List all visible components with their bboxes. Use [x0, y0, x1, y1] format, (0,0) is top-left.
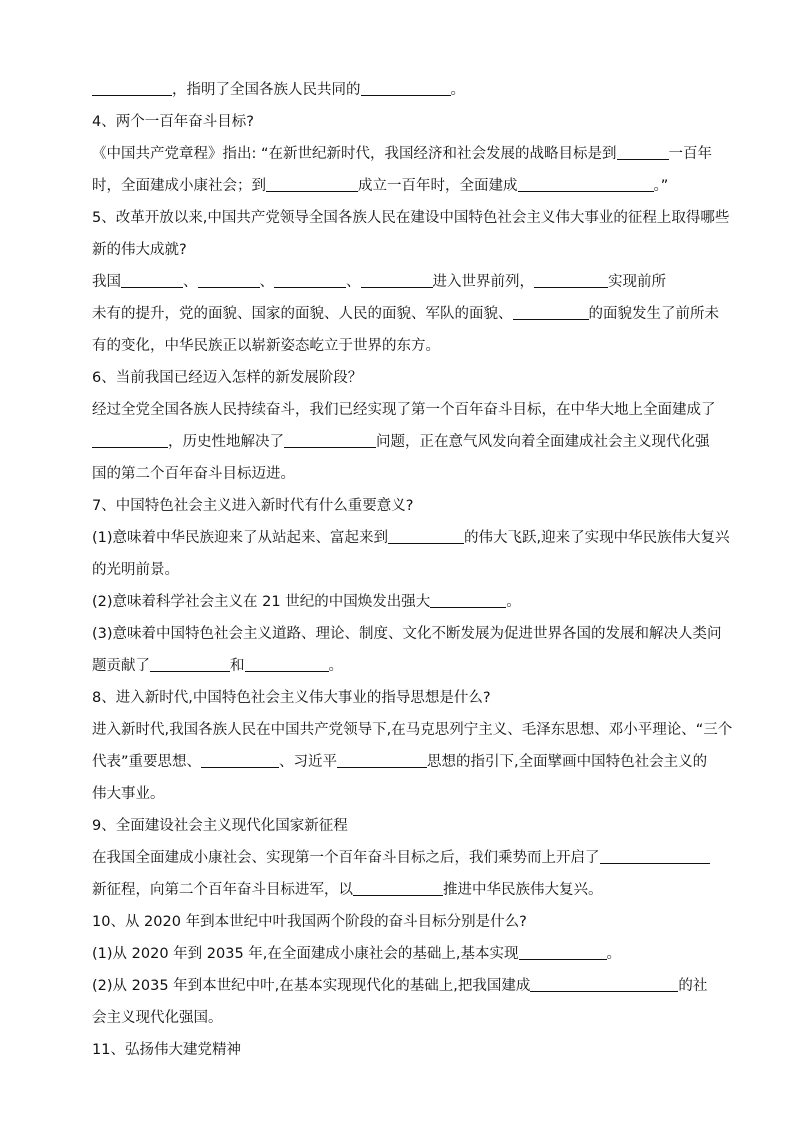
text-line — [92, 618, 722, 650]
text-segment: 。 — [328, 658, 343, 674]
text-line — [92, 138, 713, 170]
text-segment: 成立一百年时，全面建成 — [358, 178, 518, 194]
text-segment: 未有的提升，党的面貌、国家的面貌、人民的面貌、军队的面貌、 — [92, 306, 513, 322]
text-segment: 4、两个一百年奋斗目标? — [92, 114, 254, 130]
text-line — [92, 746, 708, 778]
text-line — [92, 330, 704, 362]
text-line — [92, 1002, 704, 1034]
text-segment: 会主义现代化强国。 — [92, 1010, 223, 1026]
fill-in-blank[interactable] — [388, 527, 464, 544]
text-segment: 、习近平 — [279, 754, 338, 770]
document-body — [92, 74, 733, 1066]
text-line — [92, 458, 704, 490]
text-segment: 。 — [450, 82, 465, 98]
text-segment: 代表”重要思想、 — [92, 754, 202, 770]
text-segment: 和 — [230, 658, 245, 674]
text-segment: 7、中国特色社会主义进入新时代有什么重要意义? — [92, 498, 414, 514]
fill-in-blank[interactable] — [430, 591, 506, 608]
text-line — [92, 650, 704, 682]
text-line — [92, 170, 704, 202]
question-heading — [92, 362, 704, 394]
text-line — [92, 522, 730, 554]
text-segment: 。” — [653, 178, 669, 194]
text-segment: 伟大事业。 — [92, 786, 165, 802]
text-segment: (2)意味着科学社会主义在 21 世纪的中国焕发出强大 — [92, 594, 431, 610]
text-line — [92, 554, 704, 586]
text-line — [92, 842, 704, 874]
text-segment: 在我国全面建成小康社会、实现第一个百年奋斗目标之后，我们乘势而上开启了 — [92, 850, 600, 866]
text-segment: 一百年 — [668, 146, 713, 162]
text-segment: 《中国共产党章程》指出: “在新世纪新时代，我国经济和社会发展的战略目标是到 — [92, 146, 617, 162]
question-heading — [92, 234, 704, 266]
text-segment: 11、弘扬伟大建党精神 — [92, 1042, 241, 1058]
text-segment: 国的第二个百年奋斗目标迈进。 — [92, 466, 295, 482]
fill-in-blank[interactable] — [600, 847, 710, 864]
fill-in-blank[interactable] — [361, 79, 451, 96]
fill-in-blank[interactable] — [361, 271, 433, 288]
text-line — [92, 874, 704, 906]
text-segment: 思想的指引下,全面擘画中国特色社会主义的 — [427, 754, 708, 770]
text-segment: 新的伟大成就? — [92, 242, 187, 258]
question-heading — [92, 106, 704, 138]
fill-in-blank[interactable] — [617, 143, 669, 160]
text-segment: ，历史性地解决了 — [168, 434, 284, 450]
text-segment: 10、从 2020 年到本世纪中叶我国两个阶段的奋斗目标分别是什么? — [92, 914, 527, 930]
text-line — [92, 266, 704, 298]
text-segment: 的社 — [678, 978, 708, 994]
text-segment: 有的变化，中华民族正以崭新姿态屹立于世界的东方。 — [92, 338, 440, 354]
text-line — [92, 426, 710, 458]
text-segment: 。 — [606, 946, 621, 962]
text-segment: 题贡献了 — [92, 658, 150, 674]
question-heading — [92, 810, 704, 842]
text-line — [92, 970, 708, 1002]
fill-in-blank[interactable] — [284, 431, 376, 448]
question-heading — [92, 202, 730, 234]
fill-in-blank[interactable] — [201, 751, 279, 768]
text-segment: 5、改革开放以来,中国共产党领导全国各族人民在建设中国特色社会主义伟大事业的征程上取得哪些 — [92, 210, 730, 226]
fill-in-blank[interactable] — [530, 975, 678, 992]
text-segment: 的伟大飞跃,迎来了实现中华民族伟大复兴 — [464, 530, 730, 546]
fill-in-blank[interactable] — [150, 655, 230, 672]
text-segment: 8、进入新时代,中国特色社会主义伟大事业的指导思想是什么? — [92, 690, 491, 706]
text-line — [92, 394, 716, 426]
fill-in-blank[interactable] — [534, 271, 608, 288]
fill-in-blank[interactable] — [121, 271, 183, 288]
text-segment: 。 — [506, 594, 521, 610]
text-segment: 时，全面建成小康社会；到 — [92, 178, 266, 194]
fill-in-blank[interactable] — [519, 943, 607, 960]
fill-in-blank[interactable] — [337, 751, 427, 768]
text-segment: (1)从 2020 年到 2035 年,在全面建成小康社会的基础上,基本实现 — [92, 946, 519, 962]
text-line — [92, 714, 733, 746]
question-heading — [92, 1034, 704, 1066]
fill-in-blank[interactable] — [198, 271, 260, 288]
text-line — [92, 778, 704, 810]
text-segment: ，指明了全国各族人民共同的 — [172, 82, 361, 98]
text-segment: (1)意味着中华民族迎来了从站起来、富起来到 — [92, 530, 389, 546]
text-line — [92, 298, 719, 330]
fill-in-blank[interactable] — [92, 79, 172, 96]
text-segment: 我国 — [92, 274, 121, 290]
text-segment: 的面貌发生了前所未 — [588, 306, 719, 322]
question-heading — [92, 490, 704, 522]
text-segment: 进入世界前列， — [432, 274, 534, 290]
text-segment: 推进中华民族伟大复兴。 — [443, 882, 603, 898]
text-line — [92, 938, 704, 970]
fill-in-blank[interactable] — [92, 431, 168, 448]
text-line — [92, 586, 704, 618]
text-segment: 、 — [183, 274, 198, 290]
text-segment: (3)意味着中国特色社会主义道路、理论、制度、文化不断发展为促进世界各国的发展和解决人类问 — [92, 626, 722, 642]
text-segment: 、 — [346, 274, 361, 290]
question-heading — [92, 682, 704, 714]
fill-in-blank[interactable] — [266, 175, 358, 192]
fill-in-blank[interactable] — [513, 303, 589, 320]
text-line — [92, 74, 704, 106]
fill-in-blank[interactable] — [274, 271, 346, 288]
text-segment: 实现前所 — [608, 274, 666, 290]
text-segment: 、 — [259, 274, 274, 290]
text-segment: 问题，正在意气风发向着全面建成社会主义现代化强 — [376, 434, 710, 450]
text-segment: 的光明前景。 — [92, 562, 179, 578]
fill-in-blank[interactable] — [353, 879, 443, 896]
text-segment: 6、当前我国已经迈入怎样的新发展阶段？ — [92, 370, 363, 386]
text-segment: 9、全面建设社会主义现代化国家新征程 — [92, 818, 348, 834]
fill-in-blank[interactable] — [518, 175, 654, 192]
fill-in-blank[interactable] — [245, 655, 329, 672]
text-segment: 新征程，向第二个百年奋斗目标进军，以 — [92, 882, 353, 898]
text-segment: (2)从 2035 年到本世纪中叶,在基本实现现代化的基础上,把我国建成 — [92, 978, 531, 994]
question-heading — [92, 906, 704, 938]
text-segment: 经过全党全国各族人民持续奋斗，我们已经实现了第一个百年奋斗目标，在中华大地上全面建成了 — [92, 402, 716, 418]
text-segment: 进入新时代,我国各族人民在中国共产党领导下,在马克思列宁主义、毛泽东思想、邓小平理论、“三个 — [92, 722, 733, 738]
